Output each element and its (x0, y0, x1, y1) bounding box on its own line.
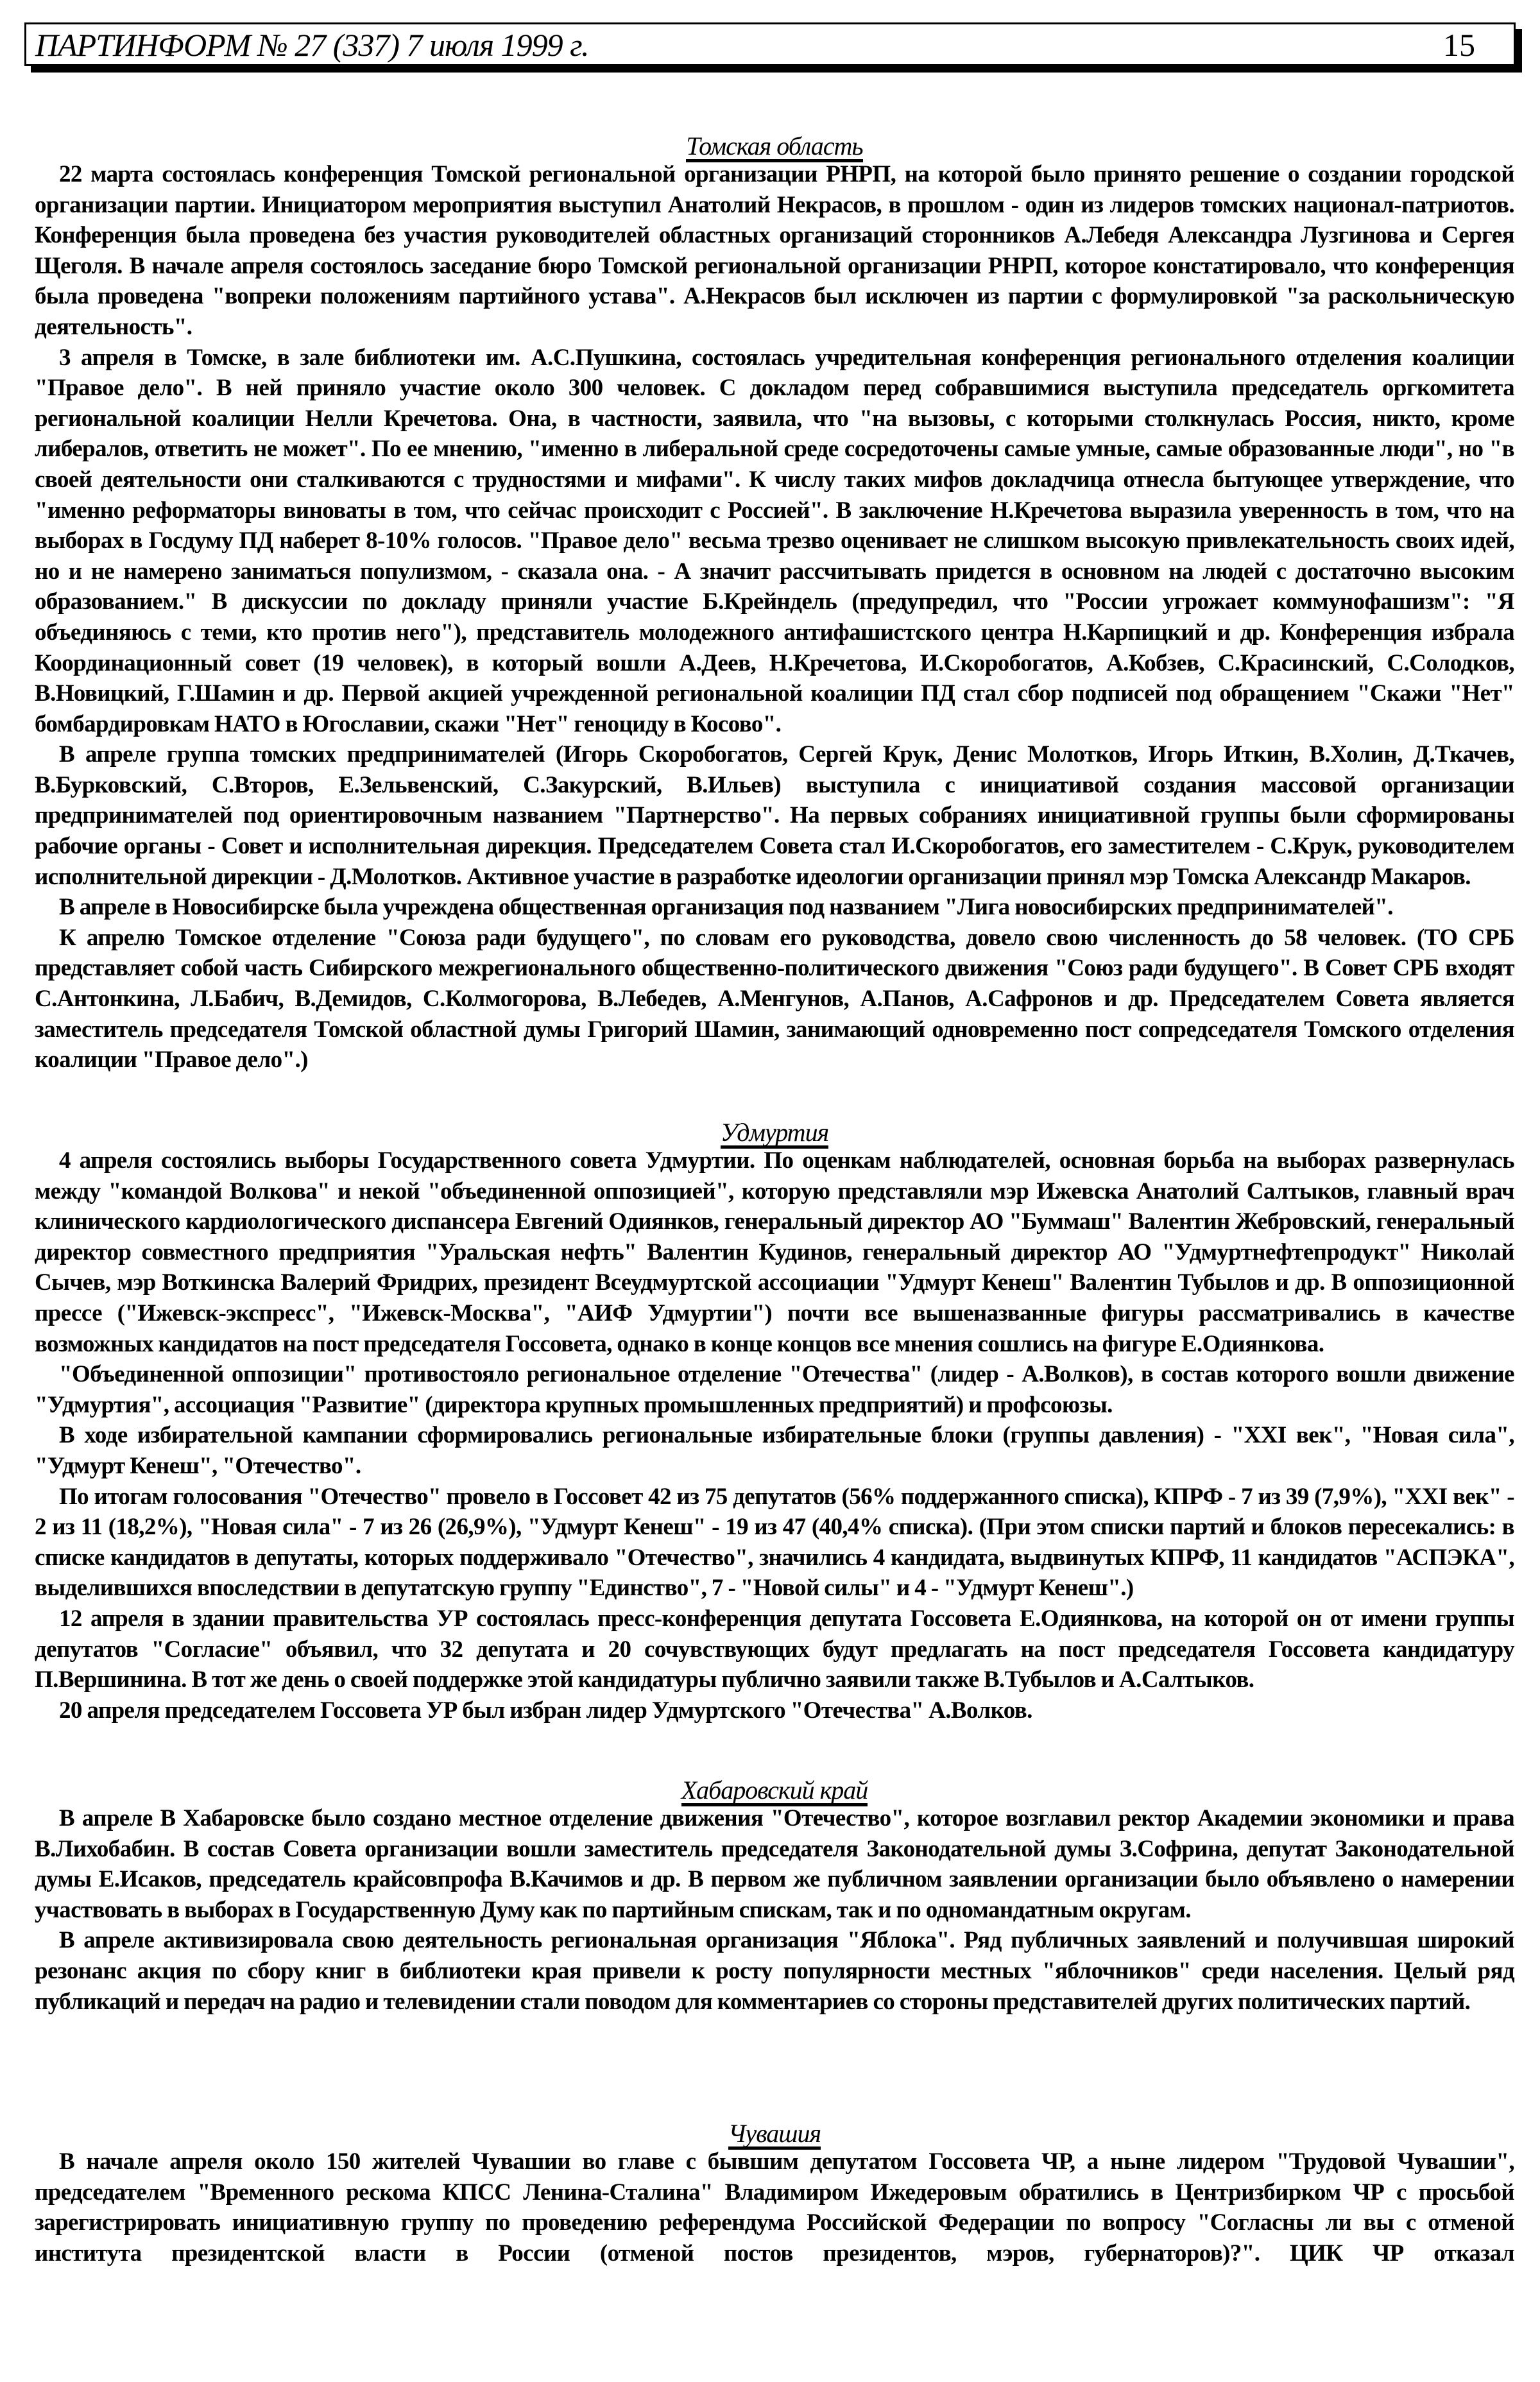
paragraph: В апреле в Новосибирске была учреждена общественная организация под названием "Лига новосибирских предпринимателей". (59, 894, 1393, 921)
paragraph: В апреле группа томских предпринимателей (Игорь Скоробогатов, Сергей Крук, Денис Молотков, Игорь Иткин, В.Холин, Д.Ткачев, В.Бурковский, С.Второв, Е.Зельвенский, С.Закурский, В.Ильев) выступила с инициативой создания массовой организации предпринимателей под ориентировочным названием "Партнерство". На первых собраниях инициативной группы были сформированы рабочие органы - Совет и исполнительная дирекция. Председателем Совета стал И.Скоробогатов, его заместителем - С.Крук, руководителем исполнительной дирекции - Д.Молотков. Активное участие в разработке идеологии организации принял мэр Томска Александр Макаров. (35, 741, 1514, 890)
paragraph: 3 апреля в Томске, в зале библиотеки им. А.С.Пушкина, состоялась учредительная конференция регионального отделения коалиции "Правое дело". В ней приняло участие около 300 человек. С докладом перед собравшимися выступила председатель оргкомитета региональной коалиции Нелли Кречетова. Она, в частности, заявила, что "на вызовы, с которыми столкнулась Россия, никто, кроме либералов, ответить не может". По ее мнению, "именно в либеральной среде сосредоточены самые умные, самые образованные люди", но "в своей деятельности они сталкиваются с трудностями и мифами". К числу таких мифов докладчица отнесла бытующее утверждение, что "именно реформаторы виноваты в том, что сейчас происходит с Россией". В заключение Н.Кречетова выразила уверенность в том, что на выборах в Госдуму ПД наберет 8-10% голосов. "Правое дело" весьма трезво оценивает не слишком высокую привлекательность своих идей, но и не намерено заниматься популизмом, - сказала она. - А значит рассчитывать придется в основном на людей с достаточно высоким образованием." В дискуссии по докладу приняли участие Б.Крейндель (предупредил, что "России угрожает коммунофашизм": "Я объединяюсь с теми, кто против него"), представитель молодежного антифашистского центра Н.Карпицкий и др. Конференция избрала Координационный совет (19 человек), в который вошли А.Деев, Н.Кречетова, И.Скоробогатов, А.Кобзев, С.Красинский, С.Солодков, В.Новицкий, Г.Шамин и др. Первой акцией учрежденной региональной коалиции ПД стал сбор подписей под обращением "Скажи "Нет" бомбардировкам НАТО в Югославии, скажи "Нет" геноциду в Косово". (35, 344, 1514, 737)
paragraph: "Объединенной оппозиции" противостояло региональное отделение "Отечества" (лидер - А.Волков), в состав которого вошли движение "Удмуртия", ассоциация "Развитие" (директора крупных промышленных предприятий) и профсоюзы. (35, 1361, 1514, 1418)
page-header (24, 22, 1516, 66)
paragraph: В начале апреля около 150 жителей Чувашии во главе с бывшим депутатом Госсовета ЧР, а ныне лидером "Трудовой Чувашии", председателем "Временного рескома КПСС Ленина-Сталина" Владимиром Ижедеровым обратились в Центризбирком ЧР с просьбой зарегистрировать инициативную группу по проведению референдума Российской Федерации по вопросу "Согласны ли вы с отменой института президентской власти в России (отменой постов президентов, мэров, губернаторов)?". ЦИК ЧР отказал (35, 2148, 1514, 2266)
paragraph: В апреле В Хабаровске было создано местное отделение движения "Отечество", которое возглавил ректор Академии экономики и права В.Лихобабин. В состав Совета организации вошли заместитель председателя Законодательной думы З.Софрина, депутат Законодательной думы Е.Исаков, председатель крайсовпрофа В.Качимов и др. В первом же публичном заявлении организации было объявлено о намерении участвовать в выборах в Государственную Думу как по партийным спискам, так и по одномандатным округам. (35, 1805, 1514, 1923)
paragraph: 12 апреля в здании правительства УР состоялась пресс-конференция депутата Госсовета Е.Одиянкова, на которой он от имени группы депутатов "Согласие" объявил, что 32 депутата и 20 сочувствующих будут предлагать на пост председателя Госсовета кандидатуру П.Вершинина. В тот же день о своей поддержке этой кандидатуры публично заявили также В.Тубылов и А.Салтыков. (35, 1605, 1514, 1693)
section-heading: Удмуртия (35, 1120, 1514, 1145)
paragraph: В апреле активизировала свою деятельность региональная организация "Яблока". Ряд публичных заявлений и получившая широкий резонанс акция по сбору книг в библиотеки края привели к росту популярности местных "яблочников" среди населения. Целый ряд публикаций и передач на радио и телевидении стали поводом для комментариев со стороны представителей других политических партий. (35, 1927, 1514, 2015)
section-heading: Томская область (35, 133, 1514, 159)
section-khabarovsk (35, 1778, 1514, 2017)
paragraph: В ходе избирательной кампании сформировались региональные избирательные блоки (группы давления) - "XXI век", "Новая сила", "Удмурт Кенеш", "Отечество". (35, 1422, 1514, 1479)
section-chuvashia (35, 2121, 1514, 2268)
section-tomsk (35, 133, 1514, 1075)
section-heading: Хабаровский край (35, 1778, 1514, 1803)
publication-title: ПАРТИНФОРМ № 27 (337) 7 июля 1999 г. (35, 27, 589, 63)
section-udmurtia (35, 1120, 1514, 1726)
section-heading: Чувашия (35, 2121, 1514, 2146)
paragraph: По итогам голосования "Отечество" провело в Госсовет 42 из 75 депутатов (56% поддержанного списка), КПРФ - 7 из 39 (7,9%), "XXI век" - 2 из 11 (18,2%), "Новая сила" - 7 из 26 (26,9%), "Удмурт Кенеш" - 19 из 47 (40,4% списка). (При этом списки партий и блоков пересекались: в списке кандидатов в депутаты, которых поддерживало "Отечество", значились 4 кандидата, выдвинутых КПРФ, 11 кандидатов "АСПЭКА", выделившихся впоследствии в депутатскую группу "Единство", 7 - "Новой силы" и 4 - "Удмурт Кенеш".) (35, 1483, 1514, 1602)
paragraph: 4 апреля состоялись выборы Государственного совета Удмуртии. По оценкам наблюдателей, основная борьба на выборах развернулась между "командой Волкова" и некой "объединенной оппозицией", которую представляли мэр Ижевска Анатолий Салтыков, главный врач клинического кардиологического диспансера Евгений Одиянков, генеральный директор АО "Буммаш" Валентин Жебровский, генеральный директор совместного предприятия "Уральская нефть" Валентин Кудинов, генеральный директор АО "Удмуртнефтепродукт" Николай Сычев, мэр Воткинска Валерий Фридрих, президент Всеудмуртской ассоциации "Удмурт Кенеш" Валентин Тубылов и др. В оппозиционной прессе ("Ижевск-экспресс", "Ижевск-Москва", "АИФ Удмуртии") почти все вышеназванные фигуры рассматривались в качестве возможных кандидатов на пост председателя Госсовета, однако в конце концов все мнения сошлись на фигуре Е.Одиянкова. (35, 1147, 1514, 1357)
paragraph: 20 апреля председателем Госсовета УР был избран лидер Удмуртского "Отечества" А.Волков. (59, 1697, 1032, 1724)
page-number: 15 (1443, 27, 1475, 63)
paragraph: 22 марта состоялась конференция Томской региональной организации РНРП, на которой было принято решение о создании городской организации партии. Инициатором мероприятия выступил Анатолий Некрасов, в прошлом - один из лидеров томских национал-патриотов. Конференция была проведена без участия руководителей областных организаций сторонников А.Лебедя Александра Лузгинова и Сергея Щеголя. В начале апреля состоялось заседание бюро Томской региональной организации РНРП, которое констатировало, что конференция была проведена "вопреки положениям партийного устава". А.Некрасов был исключен из партии с формулировкой "за раскольническую деятельность". (35, 161, 1514, 340)
paragraph: К апрелю Томское отделение "Союза ради будущего", по словам его руководства, довело свою численность до 58 человек. (ТО СРБ представляет собой часть Сибирского межрегионального общественно-политического движения "Союз ради будущего". В Совет СРБ входят С.Антонкина, Л.Бабич, В.Демидов, С.Колмогорова, В.Лебедев, А.Менгунов, А.Панов, А.Сафронов и др. Председателем Совета является заместитель председателя Томской областной думы Григорий Шамин, занимающий одновременно пост сопредседателя Томского отделения коалиции "Правое дело".) (35, 924, 1514, 1074)
